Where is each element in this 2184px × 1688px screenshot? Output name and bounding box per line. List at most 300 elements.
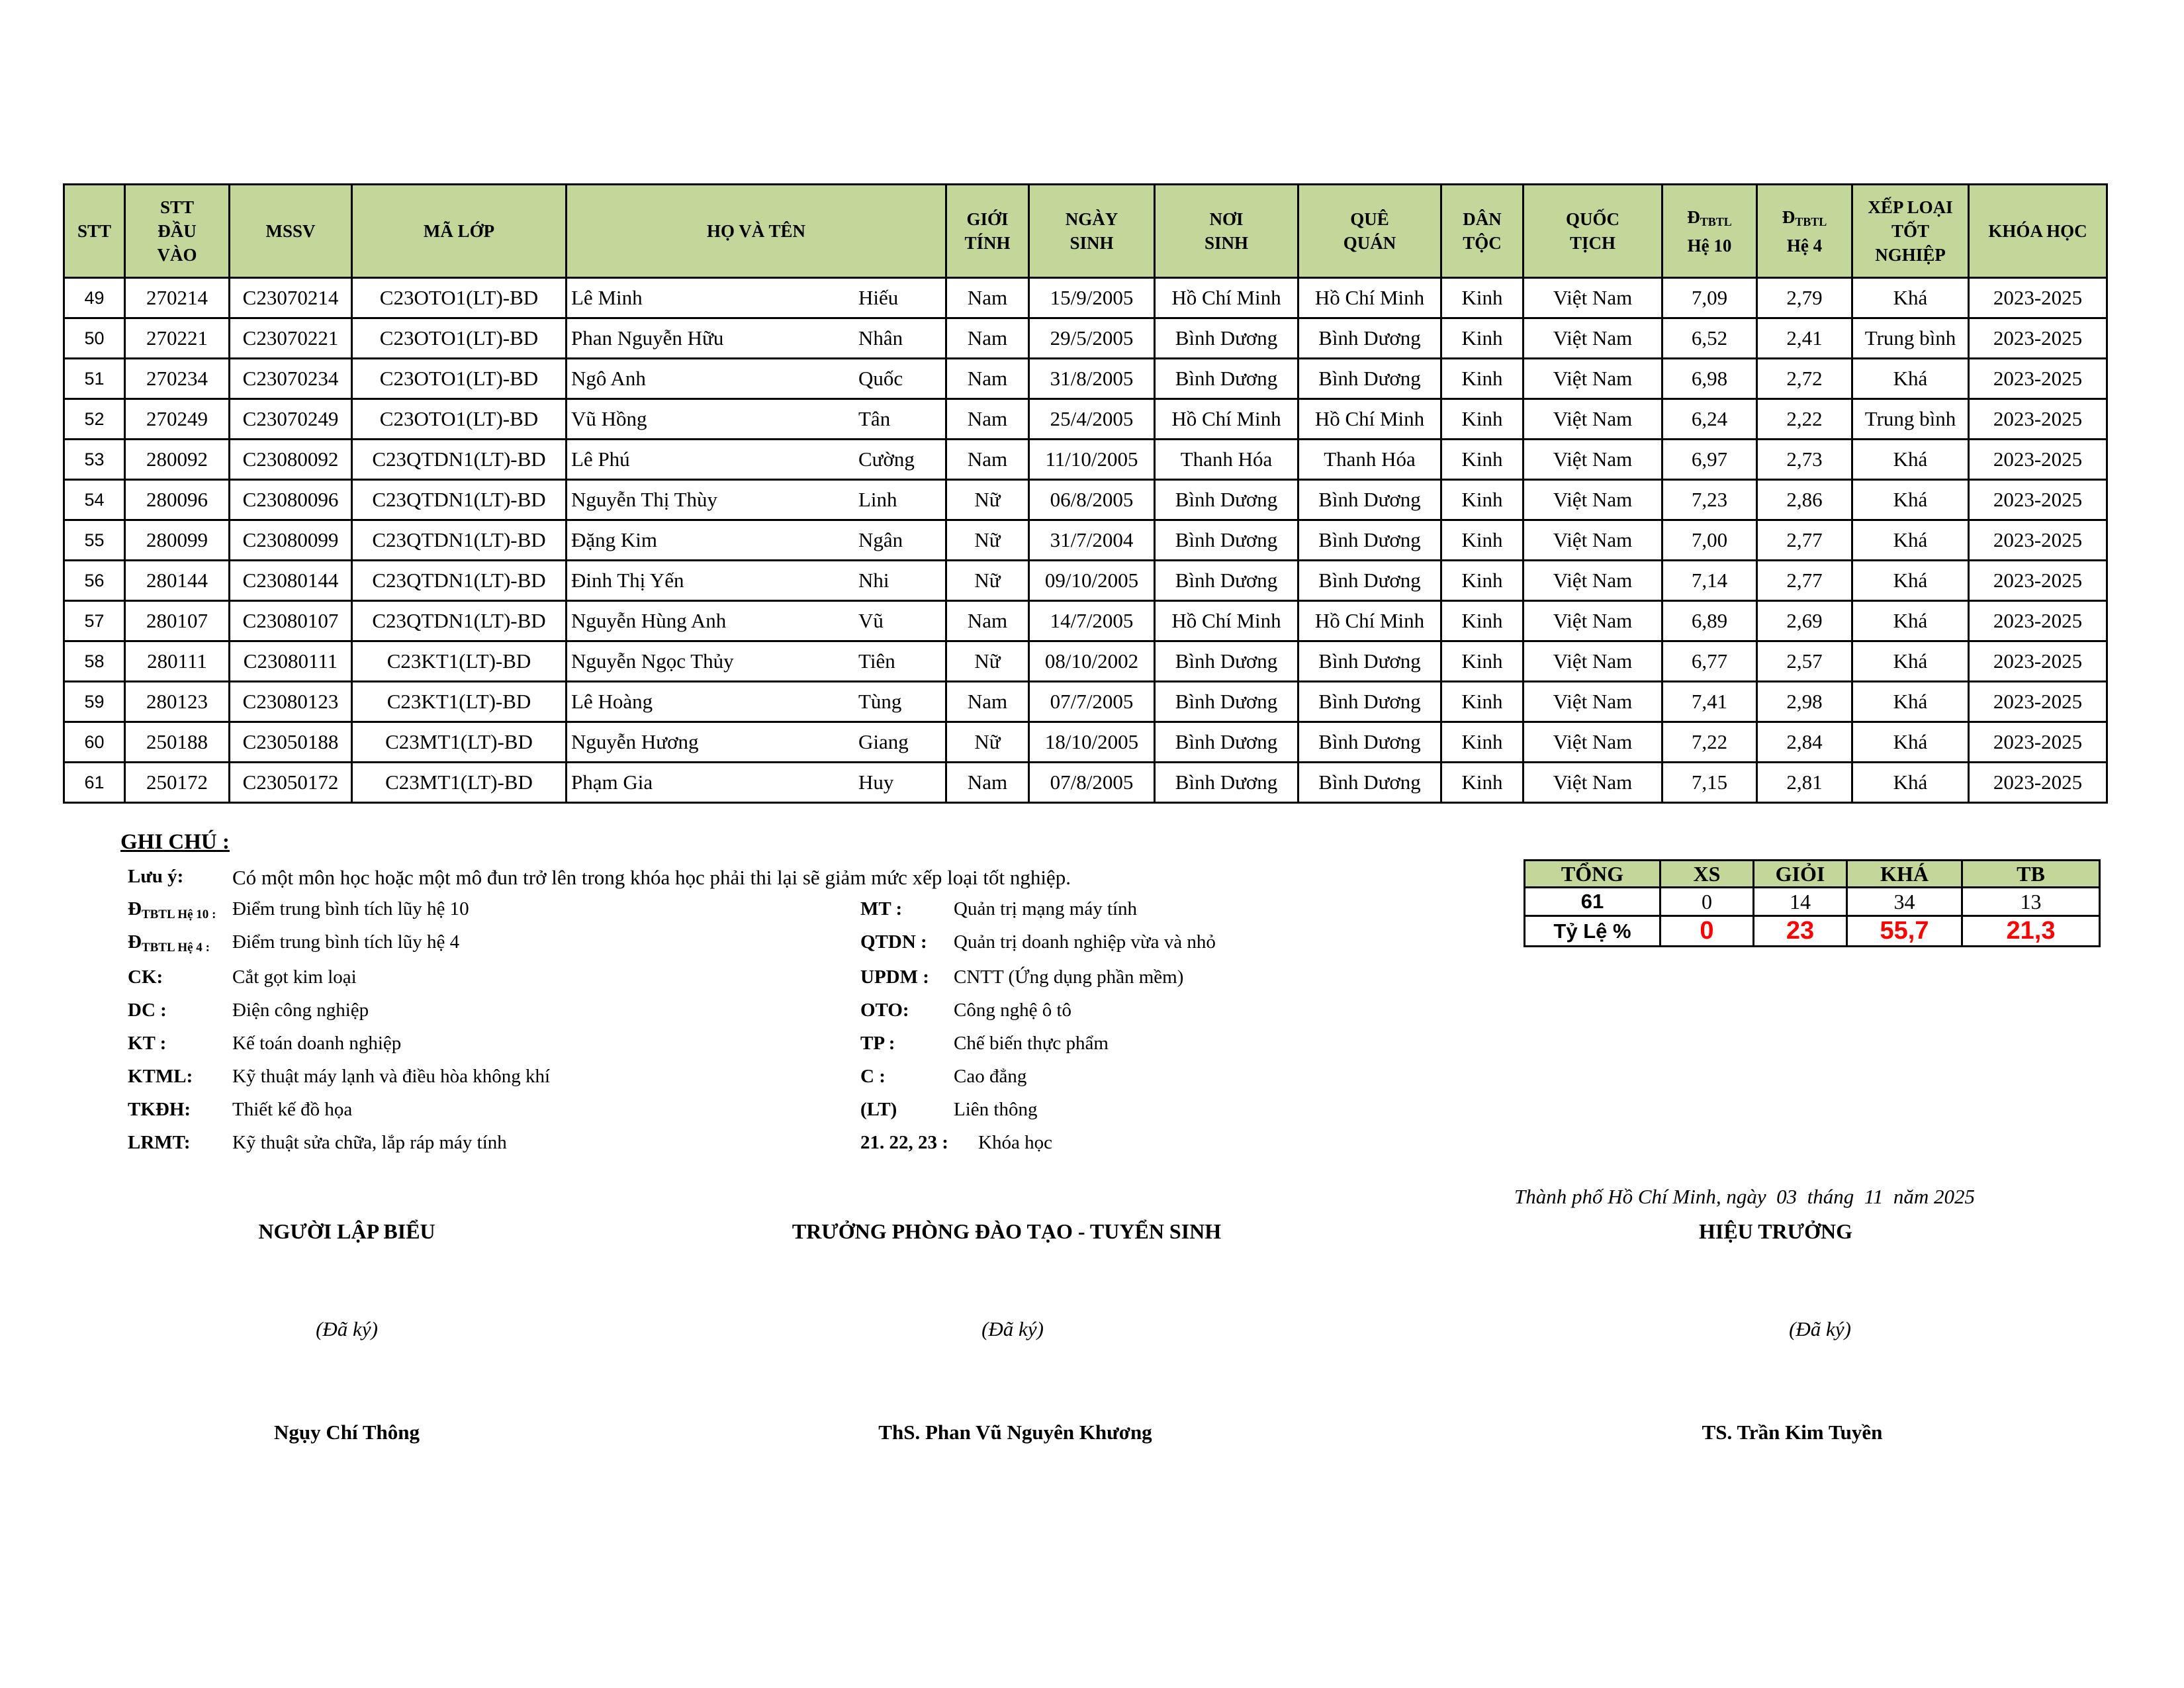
note-left-label — [128, 931, 210, 955]
col-dtbtl-he4: 2,41 — [1757, 318, 1852, 359]
note-left-label: LRMT: — [128, 1132, 191, 1153]
col-dtbtl-he10: 7,09 — [1662, 278, 1757, 318]
col-ma-lop: C23MT1(LT)-BD — [352, 763, 567, 803]
cell-ten: Nhi — [858, 569, 889, 592]
cell-ho-va-ten — [567, 359, 946, 399]
col-stt-dau-vao: 280111 — [125, 641, 230, 682]
summary-header-tong: TỔNG — [1525, 861, 1661, 888]
col-dtbtl-he10: 6,97 — [1662, 440, 1757, 480]
col-dtbtl-he4: 2,22 — [1757, 399, 1852, 440]
col-ngay-sinh: 09/10/2005 — [1029, 561, 1155, 601]
col-dtbtl-he10: 7,23 — [1662, 480, 1757, 520]
col-dan-toc: Kinh — [1441, 763, 1524, 803]
col-dtbtl-he4: 2,77 — [1757, 561, 1852, 601]
graduation-table — [63, 183, 2108, 804]
col-khoa-hoc: 2023-2025 — [1969, 278, 2107, 318]
col-stt-dau-vao: 270249 — [125, 399, 230, 440]
col-xep-loai: Khá — [1852, 440, 1969, 480]
cell-ho-va-ten — [567, 399, 946, 440]
col-stt-dau-vao: 280144 — [125, 561, 230, 601]
cell-ho-va-ten — [567, 278, 946, 318]
col-gioi-tinh: Nam — [946, 278, 1029, 318]
note-right-text: Quản trị mạng máy tính — [954, 898, 1138, 919]
col-dan-toc: Kinh — [1441, 601, 1524, 641]
note-right-text: Chế biến thực phẩm — [954, 1033, 1109, 1054]
summary-count-gioi: 14 — [1754, 888, 1847, 916]
col-stt: 49 — [64, 278, 125, 318]
col-stt: 57 — [64, 601, 125, 641]
col-quoc-tich: Việt Nam — [1524, 561, 1662, 601]
col-dan-toc: Kinh — [1441, 641, 1524, 682]
col-stt-dau-vao: 280107 — [125, 601, 230, 641]
col-mssv: C23070249 — [230, 399, 352, 440]
cell-ho: Nguyễn Ngọc Thủy — [571, 649, 734, 673]
notes-title: GHI CHÚ : — [120, 830, 230, 854]
col-dtbtl-he4: 2,57 — [1757, 641, 1852, 682]
table-row — [64, 682, 2107, 722]
col-ma-lop: C23OTO1(LT)-BD — [352, 278, 567, 318]
col-que-quan: Thanh Hóa — [1298, 440, 1441, 480]
col-dtbtl-he10: 6,52 — [1662, 318, 1757, 359]
col-dtbtl-he10: 7,15 — [1662, 763, 1757, 803]
note-left-label: KTML: — [128, 1066, 193, 1087]
col-gioi-tinh: Nữ — [946, 561, 1029, 601]
col-ngay-sinh: 25/4/2005 — [1029, 399, 1155, 440]
table-row — [64, 641, 2107, 682]
col-khoa-hoc: 2023-2025 — [1969, 682, 2107, 722]
col-xep-loai: Trung bình — [1852, 318, 1969, 359]
note-left-text: Cắt gọt kim loại — [232, 966, 357, 988]
col-xep-loai: Khá — [1852, 359, 1969, 399]
note-right-label: (LT) — [860, 1099, 897, 1120]
note-label-sub: TBTL Hệ 10 — [141, 908, 209, 921]
signature-title-training-head: TRƯỞNG PHÒNG ĐÀO TẠO - TUYỂN SINH — [792, 1219, 1222, 1243]
note-right-label: OTO: — [860, 1000, 909, 1021]
summary-count-row — [1525, 888, 2100, 916]
col-stt: 55 — [64, 520, 125, 561]
cell-ho: Nguyễn Thị Thùy — [571, 488, 718, 511]
note-label-main: Đ — [128, 898, 142, 919]
header-dtbtl-he10: $Đ_{TBTL}$ Hệ 10 — [1662, 185, 1757, 278]
col-que-quan: Hồ Chí Minh — [1298, 278, 1441, 318]
col-stt: 60 — [64, 722, 125, 763]
header-xep-loai: XẾP LOẠI TỐT NGHIỆP — [1852, 185, 1969, 278]
col-gioi-tinh: Nữ — [946, 722, 1029, 763]
col-dan-toc: Kinh — [1441, 359, 1524, 399]
col-ngay-sinh: 14/7/2005 — [1029, 601, 1155, 641]
summary-count-kha: 34 — [1847, 888, 1962, 916]
col-que-quan: Hồ Chí Minh — [1298, 399, 1441, 440]
signature-name-training-head: ThS. Phan Vũ Nguyên Khương — [878, 1421, 1152, 1444]
note-left-label: KT : — [128, 1033, 167, 1054]
summary-header-xs: XS — [1661, 861, 1754, 888]
col-ma-lop: C23QTDN1(LT)-BD — [352, 440, 567, 480]
summary-header-gioi: GIỎI — [1754, 861, 1847, 888]
col-gioi-tinh: Nữ — [946, 520, 1029, 561]
col-que-quan: Bình Dương — [1298, 682, 1441, 722]
col-dtbtl-he10: 6,24 — [1662, 399, 1757, 440]
header-quoc-tich: QUỐC TỊCH — [1524, 185, 1662, 278]
col-ma-lop: C23OTO1(LT)-BD — [352, 399, 567, 440]
note-left-label: CK: — [128, 966, 163, 988]
col-gioi-tinh: Nam — [946, 682, 1029, 722]
col-quoc-tich: Việt Nam — [1524, 520, 1662, 561]
col-mssv: C23080111 — [230, 641, 352, 682]
col-dtbtl-he10: 6,98 — [1662, 359, 1757, 399]
col-dtbtl-he10: 7,00 — [1662, 520, 1757, 561]
cell-ten: Tùng — [858, 690, 902, 713]
col-dtbtl-he4: 2,79 — [1757, 278, 1852, 318]
note-left-text: Kỹ thuật máy lạnh và điều hòa không khí — [232, 1066, 551, 1087]
cell-ten: Tân — [858, 407, 891, 430]
cell-ho-va-ten — [567, 601, 946, 641]
cell-ho: Nguyễn Hương — [571, 730, 699, 753]
col-noi-sinh: Bình Dương — [1155, 682, 1298, 722]
note-label-end: : — [208, 908, 216, 921]
col-gioi-tinh: Nam — [946, 399, 1029, 440]
note-right-text: Liên thông — [954, 1099, 1038, 1120]
table-row — [64, 763, 2107, 803]
col-mssv: C23050172 — [230, 763, 352, 803]
summary-ratio-tb: 21,3 — [1962, 916, 2100, 947]
col-dan-toc: Kinh — [1441, 440, 1524, 480]
col-noi-sinh: Bình Dương — [1155, 722, 1298, 763]
col-noi-sinh: Bình Dương — [1155, 520, 1298, 561]
col-quoc-tich: Việt Nam — [1524, 641, 1662, 682]
table-row — [64, 278, 2107, 318]
col-ngay-sinh: 06/8/2005 — [1029, 480, 1155, 520]
col-dtbtl-he10: 7,14 — [1662, 561, 1757, 601]
col-khoa-hoc: 2023-2025 — [1969, 722, 2107, 763]
signature-title-principal: HIỆU TRƯỞNG — [1698, 1219, 1853, 1243]
summary-header-kha: KHÁ — [1847, 861, 1962, 888]
col-ngay-sinh: 31/7/2004 — [1029, 520, 1155, 561]
col-ma-lop: C23OTO1(LT)-BD — [352, 318, 567, 359]
col-ma-lop: C23QTDN1(LT)-BD — [352, 480, 567, 520]
col-noi-sinh: Bình Dương — [1155, 561, 1298, 601]
header-ngay-sinh: NGÀY SINH — [1029, 185, 1155, 278]
col-xep-loai: Khá — [1852, 722, 1969, 763]
col-que-quan: Bình Dương — [1298, 480, 1441, 520]
table-row — [64, 359, 2107, 399]
col-stt: 50 — [64, 318, 125, 359]
cell-ten: Linh — [858, 488, 897, 511]
cell-ten: Giang — [858, 730, 909, 753]
col-mssv: C23080099 — [230, 520, 352, 561]
col-ma-lop: C23OTO1(LT)-BD — [352, 359, 567, 399]
col-xep-loai: Trung bình — [1852, 399, 1969, 440]
col-noi-sinh: Bình Dương — [1155, 763, 1298, 803]
col-xep-loai: Khá — [1852, 682, 1969, 722]
col-stt-dau-vao: 250188 — [125, 722, 230, 763]
cell-ten: Tiên — [858, 649, 895, 673]
col-quoc-tich: Việt Nam — [1524, 682, 1662, 722]
col-ngay-sinh: 07/7/2005 — [1029, 682, 1155, 722]
col-quoc-tich: Việt Nam — [1524, 480, 1662, 520]
cell-ho: Ngô Anh — [571, 367, 646, 390]
col-ngay-sinh: 31/8/2005 — [1029, 359, 1155, 399]
col-xep-loai: Khá — [1852, 763, 1969, 803]
col-stt: 58 — [64, 641, 125, 682]
summary-ratio-label: Tỷ Lệ % — [1525, 916, 1661, 947]
cell-ten: Hiếu — [858, 286, 899, 309]
col-dtbtl-he4: 2,81 — [1757, 763, 1852, 803]
col-dtbtl-he4: 2,73 — [1757, 440, 1852, 480]
col-stt: 56 — [64, 561, 125, 601]
col-stt-dau-vao: 280096 — [125, 480, 230, 520]
col-dan-toc: Kinh — [1441, 682, 1524, 722]
col-quoc-tich: Việt Nam — [1524, 601, 1662, 641]
col-ngay-sinh: 11/10/2005 — [1029, 440, 1155, 480]
note-label-main: Đ — [128, 931, 142, 953]
col-quoc-tich: Việt Nam — [1524, 440, 1662, 480]
col-ngay-sinh: 15/9/2005 — [1029, 278, 1155, 318]
col-dan-toc: Kinh — [1441, 520, 1524, 561]
col-dtbtl-he4: 2,98 — [1757, 682, 1852, 722]
cell-ho-va-ten — [567, 480, 946, 520]
col-noi-sinh: Thanh Hóa — [1155, 440, 1298, 480]
table-header-row — [64, 185, 2107, 278]
col-stt-dau-vao: 280123 — [125, 682, 230, 722]
table-row — [64, 601, 2107, 641]
col-gioi-tinh: Nam — [946, 318, 1029, 359]
cell-ho: Nguyễn Hùng Anh — [571, 609, 727, 632]
col-khoa-hoc: 2023-2025 — [1969, 399, 2107, 440]
header-noi-sinh: NƠI SINH — [1155, 185, 1298, 278]
summary-header-row — [1525, 861, 2100, 888]
col-xep-loai: Khá — [1852, 520, 1969, 561]
col-dan-toc: Kinh — [1441, 318, 1524, 359]
cell-ten: Huy — [858, 771, 894, 794]
signature-name-principal: TS. Trần Kim Tuyền — [1702, 1421, 1883, 1444]
cell-ho-va-ten — [567, 682, 946, 722]
cell-ten: Nhân — [858, 326, 903, 350]
note-right-text: CNTT (Ứng dụng phần mềm) — [954, 966, 1184, 988]
col-khoa-hoc: 2023-2025 — [1969, 561, 2107, 601]
col-ngay-sinh: 18/10/2005 — [1029, 722, 1155, 763]
col-xep-loai: Khá — [1852, 641, 1969, 682]
summary-ratio-kha: 55,7 — [1847, 916, 1962, 947]
cell-ten: Cường — [858, 447, 915, 471]
col-ma-lop: C23KT1(LT)-BD — [352, 682, 567, 722]
cell-ten: Quốc — [858, 367, 903, 390]
col-mssv: C23080144 — [230, 561, 352, 601]
col-gioi-tinh: Nam — [946, 763, 1029, 803]
col-ma-lop: C23QTDN1(LT)-BD — [352, 561, 567, 601]
signature-date-line: Thành phố Hồ Chí Minh, ngày 03 tháng 11 năm 2025 — [1514, 1185, 1976, 1208]
cell-ho: Phan Nguyễn Hữu — [571, 326, 724, 350]
col-dtbtl-he4: 2,77 — [1757, 520, 1852, 561]
col-khoa-hoc: 2023-2025 — [1969, 520, 2107, 561]
col-dan-toc: Kinh — [1441, 722, 1524, 763]
col-que-quan: Bình Dương — [1298, 520, 1441, 561]
col-dtbtl-he4: 2,72 — [1757, 359, 1852, 399]
cell-ho-va-ten — [567, 763, 946, 803]
header-stt-dau-vao: STT ĐẦU VÀO — [125, 185, 230, 278]
col-stt-dau-vao: 270214 — [125, 278, 230, 318]
table-row — [64, 399, 2107, 440]
note-left-label: DC : — [128, 1000, 167, 1021]
col-khoa-hoc: 2023-2025 — [1969, 763, 2107, 803]
col-mssv: C23080107 — [230, 601, 352, 641]
col-stt-dau-vao: 280099 — [125, 520, 230, 561]
note-label-end: : — [202, 941, 210, 955]
cell-ten: Vũ — [858, 609, 884, 632]
summary-ratio-row — [1525, 916, 2100, 947]
header-dtbtl-he4: $Đ_{TBTL}$ Hệ 4 — [1757, 185, 1852, 278]
col-quoc-tich: Việt Nam — [1524, 722, 1662, 763]
col-que-quan: Bình Dương — [1298, 561, 1441, 601]
col-que-quan: Bình Dương — [1298, 722, 1441, 763]
col-khoa-hoc: 2023-2025 — [1969, 318, 2107, 359]
col-quoc-tich: Việt Nam — [1524, 278, 1662, 318]
cell-ho-va-ten — [567, 440, 946, 480]
col-mssv: C23070214 — [230, 278, 352, 318]
col-stt: 54 — [64, 480, 125, 520]
col-khoa-hoc: 2023-2025 — [1969, 359, 2107, 399]
col-que-quan: Hồ Chí Minh — [1298, 601, 1441, 641]
col-ngay-sinh: 08/10/2002 — [1029, 641, 1155, 682]
note-left-text: Kế toán doanh nghiệp — [232, 1033, 402, 1054]
table-row — [64, 520, 2107, 561]
cell-ho: Lê Minh — [571, 286, 643, 309]
note-luu-y-label: Lưu ý: — [128, 866, 184, 887]
col-dtbtl-he10: 7,22 — [1662, 722, 1757, 763]
table-row — [64, 480, 2107, 520]
header-ma-lop: MÃ LỚP — [352, 185, 567, 278]
col-gioi-tinh: Nam — [946, 359, 1029, 399]
col-xep-loai: Khá — [1852, 480, 1969, 520]
note-right-text: Cao đẳng — [954, 1066, 1027, 1087]
cell-ho-va-ten — [567, 520, 946, 561]
col-stt: 51 — [64, 359, 125, 399]
header-gioi-tinh: GIỚI TÍNH — [946, 185, 1029, 278]
col-dan-toc: Kinh — [1441, 278, 1524, 318]
col-que-quan: Bình Dương — [1298, 641, 1441, 682]
col-dtbtl-he10: 6,89 — [1662, 601, 1757, 641]
col-ma-lop: C23KT1(LT)-BD — [352, 641, 567, 682]
cell-ho-va-ten — [567, 641, 946, 682]
col-stt: 59 — [64, 682, 125, 722]
col-stt-dau-vao: 280092 — [125, 440, 230, 480]
cell-ho: Lê Hoàng — [571, 690, 653, 713]
summary-ratio-xs: 0 — [1661, 916, 1754, 947]
col-khoa-hoc: 2023-2025 — [1969, 641, 2107, 682]
table-row — [64, 318, 2107, 359]
col-dan-toc: Kinh — [1441, 561, 1524, 601]
header-mssv: MSSV — [230, 185, 352, 278]
col-noi-sinh: Hồ Chí Minh — [1155, 399, 1298, 440]
cell-ho-va-ten — [567, 318, 946, 359]
signature-name-preparer: Ngụy Chí Thông — [274, 1421, 420, 1444]
col-khoa-hoc: 2023-2025 — [1969, 480, 2107, 520]
col-stt-dau-vao: 270221 — [125, 318, 230, 359]
header-dan-toc: DÂN TỘC — [1441, 185, 1524, 278]
col-mssv: C23080096 — [230, 480, 352, 520]
note-right-label: MT : — [860, 898, 903, 919]
note-left-text: Điện công nghiệp — [232, 1000, 369, 1021]
note-left-text: Điểm trung bình tích lũy hệ 4 — [232, 931, 460, 953]
cell-ho-va-ten — [567, 722, 946, 763]
note-luu-y-text: Có một môn học hoặc một mô đun trở lên trong khóa học phải thi lại sẽ giảm mức xếp loại tốt nghiệp. — [232, 866, 1071, 889]
col-dan-toc: Kinh — [1441, 480, 1524, 520]
col-quoc-tich: Việt Nam — [1524, 359, 1662, 399]
note-right-label: QTDN : — [860, 931, 927, 953]
summary-count-tb: 13 — [1962, 888, 2100, 916]
col-que-quan: Bình Dương — [1298, 359, 1441, 399]
note-right-text: Khóa học — [978, 1132, 1052, 1153]
summary-ratio-gioi: 23 — [1754, 916, 1847, 947]
col-gioi-tinh: Nữ — [946, 641, 1029, 682]
col-noi-sinh: Bình Dương — [1155, 641, 1298, 682]
note-right-label: 21. 22, 23 : — [860, 1132, 948, 1153]
col-ma-lop: C23QTDN1(LT)-BD — [352, 520, 567, 561]
col-stt: 52 — [64, 399, 125, 440]
note-right-label: UPDM : — [860, 966, 929, 988]
header-khoa-hoc: KHÓA HỌC — [1969, 185, 2107, 278]
note-right-label: TP : — [860, 1033, 895, 1054]
col-khoa-hoc: 2023-2025 — [1969, 601, 2107, 641]
signature-title-preparer: NGƯỜI LẬP BIỂU — [258, 1219, 435, 1243]
col-mssv: C23070234 — [230, 359, 352, 399]
col-ma-lop: C23QTDN1(LT)-BD — [352, 601, 567, 641]
col-xep-loai: Khá — [1852, 561, 1969, 601]
cell-ho: Phạm Gia — [571, 771, 653, 794]
col-que-quan: Bình Dương — [1298, 763, 1441, 803]
summary-total: 61 — [1525, 888, 1661, 916]
col-quoc-tich: Việt Nam — [1524, 763, 1662, 803]
col-que-quan: Bình Dương — [1298, 318, 1441, 359]
cell-ho: Đinh Thị Yến — [571, 569, 684, 592]
col-gioi-tinh: Nam — [946, 601, 1029, 641]
col-noi-sinh: Bình Dương — [1155, 359, 1298, 399]
note-right-text: Quản trị doanh nghiệp vừa và nhỏ — [954, 931, 1216, 953]
col-ngay-sinh: 07/8/2005 — [1029, 763, 1155, 803]
header-que-quan: QUÊ QUÁN — [1298, 185, 1441, 278]
signature-signed-principal: (Đã ký) — [1789, 1317, 1851, 1340]
col-stt: 61 — [64, 763, 125, 803]
col-mssv: C23080092 — [230, 440, 352, 480]
summary-header-tb: TB — [1962, 861, 2100, 888]
col-stt: 53 — [64, 440, 125, 480]
note-label-sub: TBTL Hệ 4 — [141, 941, 203, 955]
note-right-label: C : — [860, 1066, 886, 1087]
note-left-label: TKĐH: — [128, 1099, 191, 1120]
col-dtbtl-he4: 2,69 — [1757, 601, 1852, 641]
cell-ho-va-ten — [567, 561, 946, 601]
cell-ho: Lê Phú — [571, 447, 630, 471]
col-noi-sinh: Bình Dương — [1155, 480, 1298, 520]
col-xep-loai: Khá — [1852, 278, 1969, 318]
col-stt-dau-vao: 250172 — [125, 763, 230, 803]
col-khoa-hoc: 2023-2025 — [1969, 440, 2107, 480]
cell-ho: Vũ Hồng — [571, 407, 647, 430]
col-quoc-tich: Việt Nam — [1524, 399, 1662, 440]
col-quoc-tich: Việt Nam — [1524, 318, 1662, 359]
col-dtbtl-he10: 6,77 — [1662, 641, 1757, 682]
col-noi-sinh: Bình Dương — [1155, 318, 1298, 359]
summary-count-xs: 0 — [1661, 888, 1754, 916]
col-mssv: C23080123 — [230, 682, 352, 722]
col-mssv: C23050188 — [230, 722, 352, 763]
signature-signed-preparer: (Đã ký) — [316, 1317, 378, 1340]
table-row — [64, 722, 2107, 763]
col-gioi-tinh: Nữ — [946, 480, 1029, 520]
col-dtbtl-he4: 2,86 — [1757, 480, 1852, 520]
cell-ten: Ngân — [858, 528, 903, 551]
col-dan-toc: Kinh — [1441, 399, 1524, 440]
col-xep-loai: Khá — [1852, 601, 1969, 641]
